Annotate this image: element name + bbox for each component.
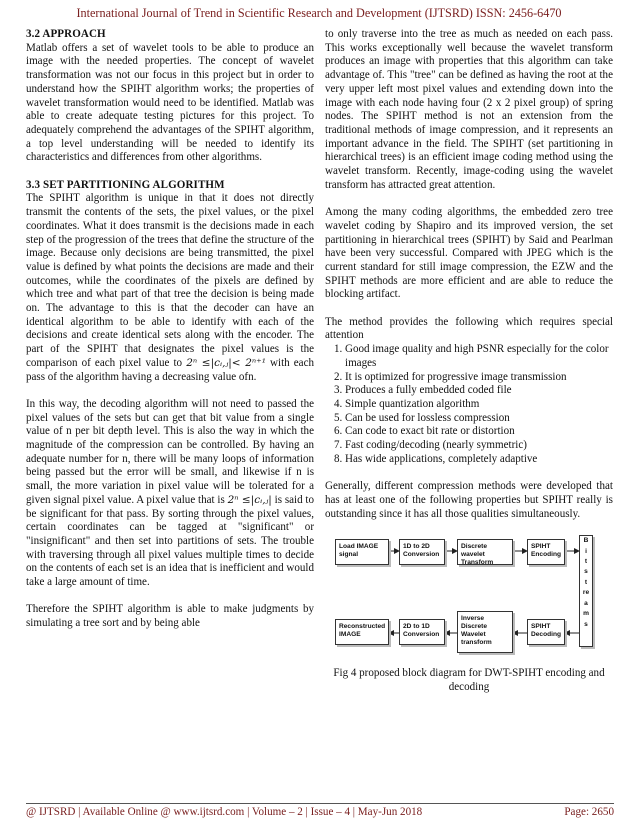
footer-divider xyxy=(26,803,614,804)
bitstream-letter: B xyxy=(583,537,589,545)
idwt-block: Inverse Discrete Wavelet transform xyxy=(457,611,513,653)
list-item: 5. Can be used for lossless compression xyxy=(345,412,613,426)
bitstream-letter: re xyxy=(582,589,590,597)
spiht-paragraph-2 xyxy=(26,398,314,590)
list-item: 7. Fast coding/decoding (nearly symmetric) xyxy=(345,439,613,453)
list-item: 6. Can code to exact bit rate or distortion xyxy=(345,425,613,439)
spiht-paragraph-1 xyxy=(26,192,314,384)
conclusion-paragraph: Generally, different compression methods were developed that has at least one of the following properties but SPIHT really is outstanding since it has all those qualities simultaneously. xyxy=(325,480,613,520)
list-item: 8. Has wide applications, completely adaptive xyxy=(345,453,613,467)
list-item: 3. Produces a fully embedded coded file xyxy=(345,384,613,398)
dwt-block: Discrete wavelet Transform xyxy=(457,539,513,565)
spiht-paragraph-1-text: The SPIHT algorithm is unique in that it does not directly transmit the contents of the sets, the pixel values, or the pixel coordinates. What it does transmit is the decisions made in each step of the progression of the trees that define the structure of the image. Because only decisions are being transmitted, the pixel value is defined by what points the decisions are made and their outcomes, while the coordinates of the pixels are defined by which tree and what part of that tree the decision is being made on. The advantage to this is that the decoder can have an identical algorithm to be able to identify with each of the decisions and create identical sets along with the encoder. The part of the SPIHT that designates the pixel values is the comparison of each pixel value to xyxy=(26,192,314,369)
bitstream-letter: m xyxy=(583,610,589,618)
feature-list xyxy=(325,343,613,466)
list-item: 1. Good image quality and high PSNR especially for the color images xyxy=(345,343,613,370)
bitstream-letter: s xyxy=(584,568,588,576)
load-image-block: Load IMAGE signal xyxy=(335,539,389,565)
spiht-paragraph-1-tail: with each pass of the algorithm having a decreasing value ofn. xyxy=(26,356,315,383)
list-item: 4. Simple quantization algorithm xyxy=(345,398,613,412)
reconstructed-image-block: Reconstructed IMAGE xyxy=(335,619,389,645)
spiht-paragraph-3: Therefore the SPIHT algorithm is able to make judgments by simulating a tree sort and by being able xyxy=(26,603,314,630)
conversion-2d-1d-block: 2D to 1D Conversion xyxy=(399,619,445,645)
journal-header: International Journal of Trend in Scientific Research and Development (IJTSRD) ISSN: 2456-6470 xyxy=(76,6,562,20)
block-diagram xyxy=(333,531,605,663)
section-3-3-title: 3.3 SET PARTITIONING ALGORITHM xyxy=(26,178,225,191)
bitstream-letter: i xyxy=(585,547,587,555)
left-column xyxy=(26,28,314,631)
page-number: Page: 2650 xyxy=(564,806,614,818)
section-3-2-title: 3.2 APPROACH xyxy=(26,28,106,40)
method-intro: The method provides the following which requires special attention xyxy=(325,315,613,342)
spiht-decoding-block: SPIHT Decoding xyxy=(527,619,565,645)
spiht-encoding-block: SPIHT Encoding xyxy=(527,539,565,565)
bitstream-letter: t xyxy=(584,578,588,586)
figure-caption: Fig 4 proposed block diagram for DWT-SPIHT encoding and decoding xyxy=(333,667,605,693)
significance-inequality: 2ⁿ ≤|cᵢ,ⱼ|< 2ⁿ⁺¹ xyxy=(186,356,266,369)
list-item: 2. It is optimized for progressive image transmission xyxy=(345,371,613,385)
spiht-paragraph-2-tail: is said to be significant for that pass. By sorting through the pixel values, certain coordinates can be tagged at "significant" or "insignificant" and then set into partitions of sets. The trouble with traversing through all pixel values multiple times to decide on the contents of each set is an idea that is inefficient and would take a large amount of time. xyxy=(26,493,315,589)
footer-text: @ IJTSRD | Available Online @ www.ijtsrd.com | Volume – 2 | Issue – 4 | May-Jun 2018 xyxy=(26,806,423,818)
coding-algorithms-paragraph: Among the many coding algorithms, the embedded zero tree wavelet coding by Shapiro and its improved version, the set partitioning in hierarchical trees (SPIHT) by Said and Pearlman have been very successful. Compared with JPEG which is the current standard for still image compression, the EZW and the SPIHT methods are more efficient and are able to reduce the blocking artifact. xyxy=(325,206,613,301)
bitstreams-block xyxy=(579,535,593,647)
spiht-paragraph-2-text: In this way, the decoding algorithm will not need to passed the pixel values of the sets but can get that bit value from a single value of n per bit depth level. This is also the way in which the magnitude of the compression can be controlled. By having an adequate number for n, there will be many loops of information being passed but the error will be small, and likewise if n is small, the more variation in pixel value will be tolerated for a given signal pixel value. A pixel value that is xyxy=(26,397,314,506)
bitstream-letter: s xyxy=(584,620,588,628)
approach-paragraph: Matlab offers a set of wavelet tools to be able to produce an image with the needed properties. The concept of wavelet transformation was not our focus in this project but in order to understand how the SPIHT algorithm works; the properties of wavelet transformation would need to be identified. Matlab was able to create adequate testing pictures for this project. To adequately comprehend the advantages of the SPIHT algorithm, a top level understanding will be needed to identify its characteristics and differences from other algorithms. xyxy=(26,41,314,164)
significance-condition: 2ⁿ ≤|cᵢ,ⱼ| xyxy=(227,493,272,506)
bitstream-letter: t xyxy=(584,558,588,566)
page-footer xyxy=(26,806,614,818)
tree-paragraph: to only traverse into the tree as much as needed on each pass. This works exceptionally well because the wavelet transform produces an image with properties that this algorithm can take advantage of. This "tree" can be defined as having the root at the very upper left most pixel values and extending down into the image with each node having four (2 x 2 pixel group) of spring nodes. The SPIHT method is not an extension from the traditional methods of image compression, and it represents an important advance in the field. The SPIHT (set partitioning in hierarchical trees) is an efficient image coding method using the wavelet transform. Recently, image-coding using the wavelet transform has attracted great attention. xyxy=(325,28,613,191)
conversion-1d-2d-block: 1D to 2D Conversion xyxy=(399,539,445,565)
right-column xyxy=(325,28,613,695)
bitstream-letter: a xyxy=(584,599,588,607)
